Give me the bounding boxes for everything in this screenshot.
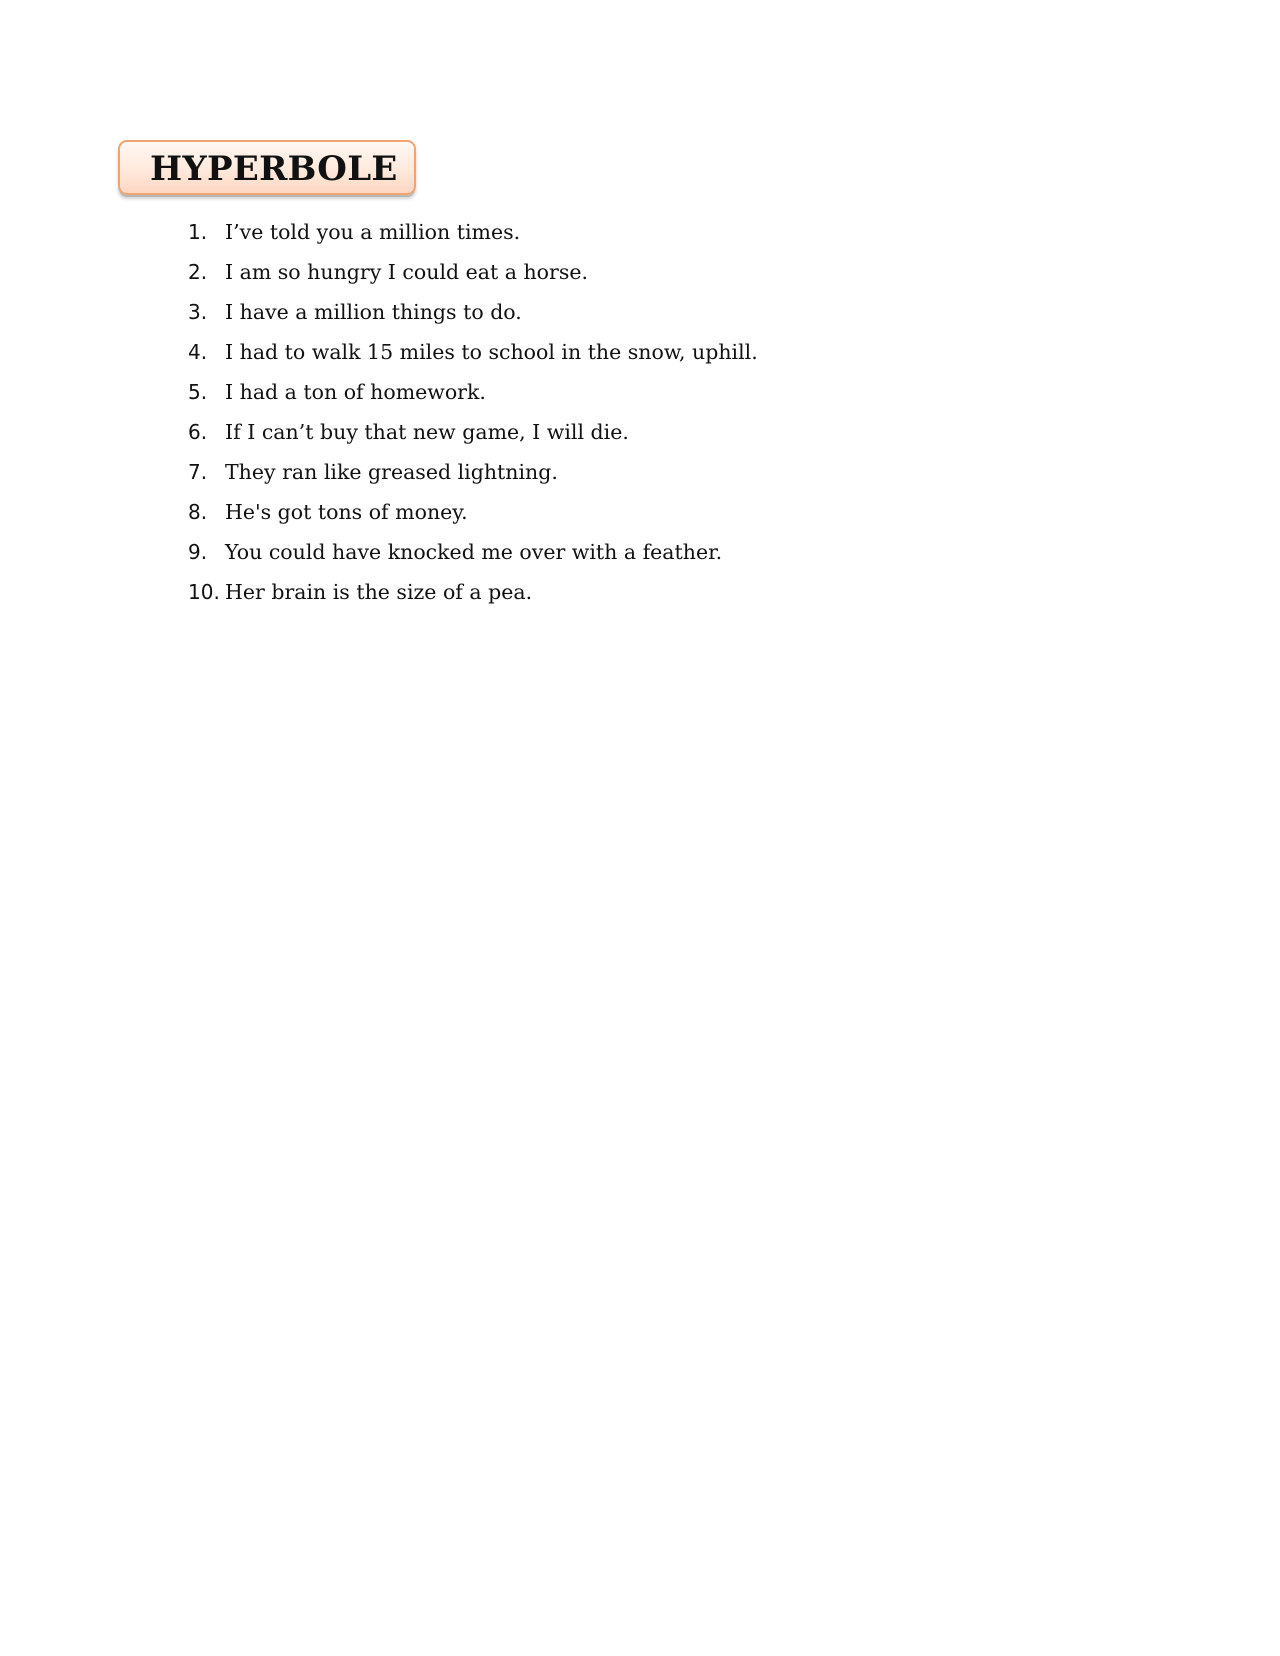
list-item: [0, 212, 900, 252]
list-item-text: He's got tons of money.: [225, 500, 468, 524]
list-item-text: Her brain is the size of a pea.: [225, 580, 533, 604]
list-item: [0, 452, 900, 492]
list-item-number: 5.: [188, 380, 208, 404]
list-item-text: I’ve told you a million times.: [225, 220, 521, 244]
list-item-number: 2.: [188, 260, 208, 284]
list-item: [0, 372, 900, 412]
list-item-number: 6.: [188, 420, 208, 444]
list-item-text: If I can’t buy that new game, I will die.: [225, 420, 629, 444]
list-item-number: 10.: [188, 580, 220, 604]
list-item: [0, 332, 900, 372]
list-item-number: 3.: [188, 300, 208, 324]
list-item-number: 8.: [188, 500, 208, 524]
list-item-text: I am so hungry I could eat a horse.: [225, 260, 588, 284]
list-item: [0, 292, 900, 332]
list-item-number: 1.: [188, 220, 208, 244]
list-item: [0, 572, 900, 612]
list-item: [0, 412, 900, 452]
list-item-text: I had a ton of homework.: [225, 380, 486, 404]
list-item: [0, 532, 900, 572]
title-box: [118, 140, 416, 195]
list-item: [0, 492, 900, 532]
page-title: HYPERBOLE: [150, 149, 398, 189]
list-item-number: 9.: [188, 540, 208, 564]
list-item-text: They ran like greased lightning.: [225, 460, 558, 484]
list-item-text: I had to walk 15 miles to school in the snow, uphill.: [225, 340, 758, 364]
list-item: [0, 252, 900, 292]
list-item-number: 4.: [188, 340, 208, 364]
list-item-text: I have a million things to do.: [225, 300, 522, 324]
list-item-number: 7.: [188, 460, 208, 484]
list-item-text: You could have knocked me over with a feather.: [225, 540, 723, 564]
